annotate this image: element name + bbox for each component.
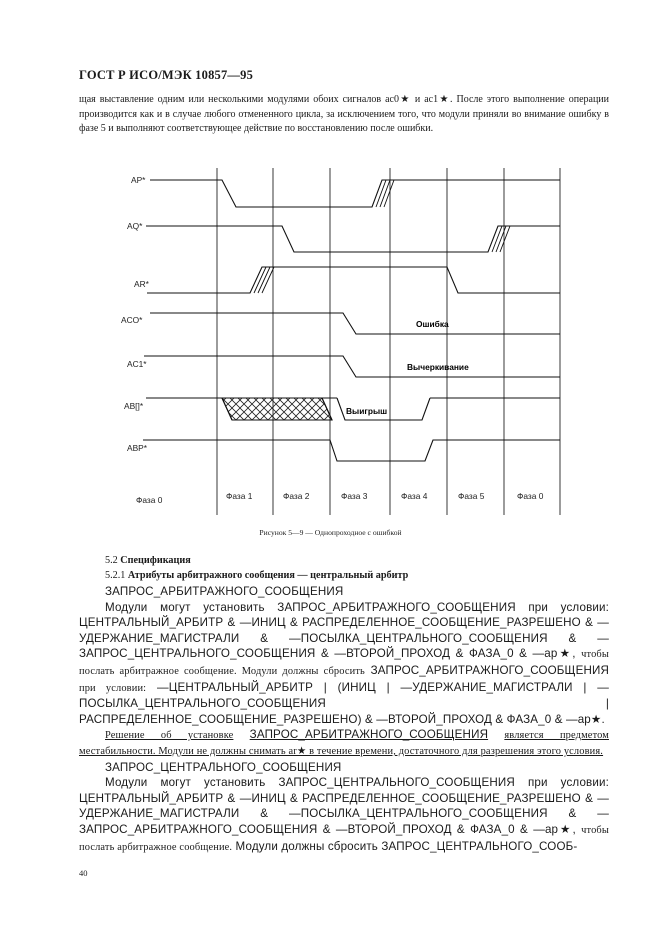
waveform-ac1	[144, 356, 560, 377]
phase-label-4: Фаза 4	[401, 491, 428, 501]
phase-label-0: Фаза 0	[136, 495, 163, 505]
phase-label-2: Фаза 2	[283, 491, 310, 501]
page-header: ГОСТ Р ИСО/МЭК 10857—95	[79, 68, 254, 82]
phase-label-0-end: Фаза 0	[517, 491, 544, 501]
term-arbitration-request: ЗАПРОС_АРБИТРАЖНОГО_СООБЩЕНИЯ	[105, 585, 344, 598]
signal-label-ab: AB[]*	[124, 401, 144, 411]
section-title: Спецификация	[120, 555, 191, 566]
arbitration-bits	[222, 398, 332, 420]
phase-boundaries	[217, 168, 560, 515]
phase-label-5: Фаза 5	[458, 491, 485, 501]
paragraph-set-arbitration: Модули могут установить ЗАПРОС_АРБИТРАЖНОГО_СООБЩЕНИЯ при условии: ЦЕНТРАЛЬНЫЙ_АРБИТР & —ИНИЦ & РАСПРЕДЕЛЕННОЕ_СООБЩЕНИЕ_РАЗРЕШЕНО & —УДЕРЖАНИЕ_МАГИСТРАЛИ & —ПОСЫЛКА_ЦЕНТРАЛЬНОГО_СООБЩЕНИЯ & —ЗАПРОС_ЦЕНТРАЛЬНОГО_СООБЩЕНИЯ & —ВТОРОЙ_ПРОХОД & ФАЗА_0 & —ар★, чтобы послать арбитражное сообщение. Модули должны сбросить ЗАПРОС_АРБИТРАЖНОГО_СООБЩЕНИЯ при условии: —ЦЕНТРАЛЬНЫЙ_АРБИТР | (ИНИЦ | —УДЕРЖАНИЕ_МАГИСТРАЛИ | —ПОСЫЛКА_ЦЕНТРАЛЬНОГО_СООБЩЕНИЯ | РАСПРЕДЕЛЕННОЕ_СООБЩЕНИЕ_РАЗРЕШЕНО) & —ВТОРОЙ_ПРОХОД & ФАЗА_0 & —ар★.	[79, 600, 609, 726]
page-number: 40	[79, 868, 88, 878]
note-error: Ошибка	[416, 319, 449, 329]
subsection-number: 5.2.1	[105, 570, 126, 581]
signal-label-abp: ABP*	[127, 443, 148, 453]
subsection-heading	[105, 570, 408, 581]
waveform-abp	[143, 440, 560, 461]
signal-label-ap: AP*	[131, 175, 146, 185]
intro-paragraph	[79, 93, 609, 137]
note-strike: Вычеркивание	[407, 362, 469, 372]
intro-text: щая выставление одним или несколькими модулями обоих сигналов ac0★ и ac1★. После этого выполнение операции производится как и в случае любого отмененного цикла, за исключением того, что модули приняли во внимание ошибку в фазе 5 и выполняют соответствующее действие по восстановлению после ошибки.	[79, 94, 609, 135]
figure-caption: Рисунок 5—9 — Однопроходное с ошибкой	[259, 528, 402, 537]
section-number: 5.2	[105, 555, 118, 566]
phase-label-3: Фаза 3	[341, 491, 368, 501]
timing-diagram	[0, 160, 661, 520]
term-central-request: ЗАПРОС_ЦЕНТРАЛЬНОГО_СООБЩЕНИЯ	[105, 760, 342, 774]
paragraph-set-central: Модули могут установить ЗАПРОС_ЦЕНТРАЛЬНОГО_СООБЩЕНИЯ при условии: ЦЕНТРАЛЬНЫЙ_АРБИТР & —ИНИЦ & РАСПРЕДЕЛЕННОЕ_СООБЩЕНИЕ_РАЗРЕШЕНО & —УДЕРЖАНИЕ_МАГИСТРАЛИ & —ПОСЫЛКА_ЦЕНТРАЛЬНОГО_СООБЩЕНИЯ & —ЗАПРОС_АРБИТРАЖНОГО_СООБЩЕНИЯ & —ВТОРОЙ_ПРОХОД & ФАЗА_0 & —ар★, чтобы послать арбитражное сообщение. Модули должны сбросить ЗАПРОС_ЦЕНТРАЛЬНОГО_СООБ-	[79, 776, 609, 853]
signal-label-ac1: AC1*	[127, 359, 147, 369]
phase-label-1: Фаза 1	[226, 491, 253, 501]
waveform-ap	[150, 180, 560, 207]
waveform-ac0	[150, 313, 560, 334]
paragraph-metastability: Решение об установке ЗАПРОС_АРБИТРАЖНОГО_СООБЩЕНИЯ является предметом местабильности. Модули не должны снимать ar★ в течение времени, достаточного для разрешения этого условия.	[79, 728, 609, 757]
subsection-title: Атрибуты арбитражного сообщения — центральный арбитр	[127, 570, 409, 581]
note-win: Выигрыш	[346, 406, 388, 416]
body-text	[79, 584, 609, 855]
signal-label-ar: AR*	[134, 279, 149, 289]
section-heading	[105, 555, 191, 566]
signal-label-ac0: ACO*	[121, 315, 143, 325]
signal-label-aq: AQ*	[127, 221, 143, 231]
waveform-ar	[147, 267, 560, 293]
